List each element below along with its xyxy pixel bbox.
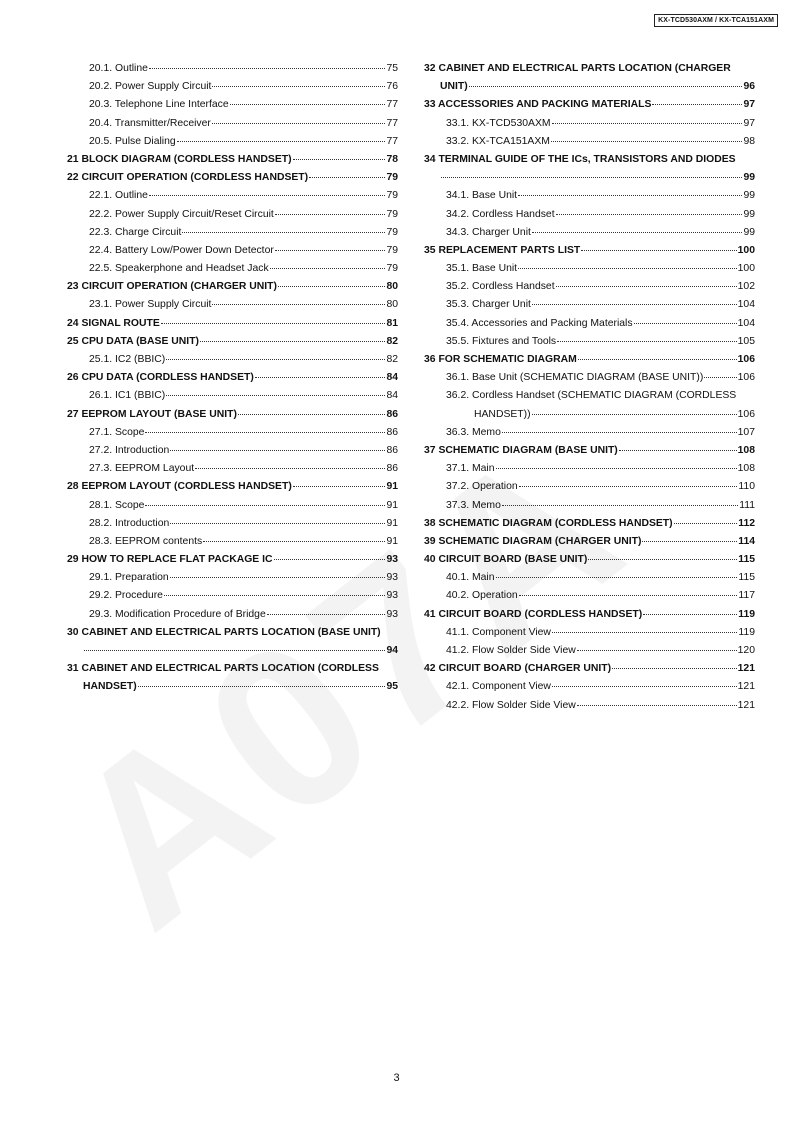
toc-entry[interactable] [67, 606, 398, 624]
toc-entry-page: 86 [386, 444, 398, 456]
toc-entry-title: 20.3. Telephone Line Interface [89, 99, 229, 111]
toc-entry-page: 84 [386, 372, 398, 384]
toc-entry-title: 36.3. Memo [446, 426, 501, 438]
toc-entry-title: 26 CPU DATA (CORDLESS HANDSET) [67, 372, 254, 384]
dot-leader [275, 250, 386, 251]
toc-entry-page: 80 [386, 281, 398, 293]
toc-entry-title: 41 CIRCUIT BOARD (CORDLESS HANDSET) [424, 608, 643, 620]
toc-entry-title: 22.3. Charge Circuit [89, 226, 182, 238]
toc-entry-page: 100 [737, 263, 755, 275]
toc-entry-title: 35 REPLACEMENT PARTS LIST [424, 244, 581, 256]
toc-entry-title: 26.1. IC1 (BBIC) [89, 390, 166, 402]
toc-entry-title: 36 FOR SCHEMATIC DIAGRAM [424, 354, 577, 365]
dot-leader [293, 486, 386, 487]
dot-leader [552, 686, 737, 687]
toc-entry-title: 41.1. Component View [446, 626, 551, 638]
toc-entry-page: 112 [738, 517, 755, 529]
toc-entry-title: 34.1. Base Unit [446, 190, 518, 202]
toc-entry-title: 37.3. Memo [446, 499, 501, 511]
dot-leader [161, 323, 386, 324]
dot-leader [577, 650, 737, 651]
toc-entry-title: UNIT) [440, 81, 468, 93]
dot-leader [270, 268, 386, 269]
toc-entry[interactable] [67, 460, 398, 478]
toc-entry[interactable] [67, 187, 398, 205]
toc-entry-title: 38 SCHEMATIC DIAGRAM (CORDLESS HANDSET) [424, 517, 673, 529]
toc-entry-page: 117 [738, 590, 755, 602]
toc-entry-page: 119 [738, 608, 755, 620]
toc-entry-page: 93 [386, 554, 398, 566]
toc-entry-page: 91 [386, 481, 398, 493]
toc-entry-title: 22 CIRCUIT OPERATION (CORDLESS HANDSET) [67, 172, 309, 184]
toc-entry-page: 79 [386, 190, 398, 202]
toc-entry-title: 40 CIRCUIT BOARD (BASE UNIT) [424, 554, 588, 566]
toc-entry[interactable] [67, 96, 398, 114]
toc-entry[interactable] [67, 369, 398, 387]
toc-entry[interactable] [424, 133, 755, 151]
dot-leader [145, 505, 385, 506]
toc-entry-page: 97 [743, 117, 755, 129]
dot-leader [145, 432, 385, 433]
toc-entry[interactable] [67, 206, 398, 224]
dot-leader [441, 177, 742, 178]
toc-entry-title: 24 SIGNAL ROUTE [67, 317, 160, 329]
toc-entry[interactable] [67, 387, 398, 405]
page-number: 3 [393, 1072, 400, 1084]
toc-entry[interactable] [424, 387, 755, 405]
toc-entry-page: 119 [738, 626, 755, 638]
dot-leader [170, 577, 386, 578]
dot-leader [496, 577, 738, 578]
toc-entry-title: 27.3. EEPROM Layout [89, 463, 195, 475]
toc-entry[interactable] [424, 624, 755, 642]
toc-entry[interactable] [424, 406, 755, 424]
dot-leader [518, 195, 742, 196]
toc-entry-title: 29.1. Preparation [89, 572, 169, 584]
toc-entry-page: 99 [743, 172, 755, 184]
toc-entry-page: 115 [738, 554, 755, 566]
toc-entry-page: 97 [743, 99, 755, 111]
dot-leader [642, 541, 737, 542]
toc-entry-title: 36.2. Cordless Handset (SCHEMATIC DIAGRAM (CORDLESS [446, 390, 737, 402]
toc-entry-page: 94 [386, 645, 398, 656]
toc-entry-page: 114 [738, 535, 755, 547]
toc-entry-title: 20.1. Outline [89, 63, 148, 74]
dot-leader [238, 414, 386, 415]
dot-leader [588, 559, 737, 560]
toc-entry-page: 76 [386, 81, 398, 93]
toc-entry[interactable] [67, 515, 398, 533]
toc-entry-page: 77 [386, 99, 398, 111]
toc-entry[interactable] [67, 442, 398, 460]
toc-entry[interactable] [424, 296, 755, 314]
toc-entry-page: 86 [386, 426, 398, 438]
toc-entry-title: 25.1. IC2 (BBIC) [89, 354, 166, 365]
toc-entry-page: 120 [737, 645, 755, 656]
toc-entry[interactable] [424, 497, 755, 515]
toc-entry[interactable] [67, 115, 398, 133]
toc-entry[interactable] [67, 242, 398, 260]
toc-entry-page: 98 [743, 135, 755, 147]
toc-entry-page: 81 [386, 317, 398, 329]
toc-entry-title: 35.1. Base Unit [446, 263, 518, 275]
toc-entry[interactable] [424, 642, 755, 660]
dot-leader [274, 559, 386, 560]
toc-entry[interactable] [67, 660, 398, 678]
toc-entry-page: 79 [386, 263, 398, 275]
toc-entry[interactable] [67, 296, 398, 314]
toc-entry-title: 42.2. Flow Solder Side View [446, 699, 576, 711]
dot-leader [170, 450, 385, 451]
toc-entry[interactable] [424, 587, 755, 605]
dot-leader [200, 341, 385, 342]
dot-leader [643, 614, 737, 615]
toc-entry-title: 22.4. Battery Low/Power Down Detector [89, 244, 274, 256]
toc-entry-page: 106 [737, 354, 755, 365]
toc-entry[interactable] [424, 224, 755, 242]
dot-leader [230, 104, 386, 105]
toc-entry-title: 27 EEPROM LAYOUT (BASE UNIT) [67, 408, 237, 420]
toc-entry-title: 23 CIRCUIT OPERATION (CHARGER UNIT) [67, 281, 277, 293]
toc-entry-page: 99 [743, 208, 755, 220]
toc-entry[interactable] [424, 551, 755, 569]
toc-entry-title: 35.2. Cordless Handset [446, 281, 555, 293]
toc-entry-title: 35.3. Charger Unit [446, 299, 531, 311]
toc-entry-page: 104 [737, 317, 755, 329]
dot-leader [267, 614, 386, 615]
dot-leader [652, 104, 742, 105]
toc-entry-title: 29 HOW TO REPLACE FLAT PACKAGE IC [67, 554, 273, 566]
toc-entry-title: 34 TERMINAL GUIDE OF THE ICs, TRANSISTORS AND DIODES [424, 153, 736, 165]
toc-entry-page: 105 [737, 335, 755, 347]
toc-entry-page: 93 [386, 590, 398, 602]
toc-entry-page: 106 [737, 372, 755, 384]
toc-entry[interactable] [67, 551, 398, 569]
toc-entry-page: 79 [386, 244, 398, 256]
dot-leader [518, 268, 737, 269]
toc-entry[interactable] [424, 206, 755, 224]
toc-entry-page: 91 [386, 535, 398, 547]
toc-entry-page: 93 [386, 572, 398, 584]
toc-entry-title: 20.2. Power Supply Circuit [89, 81, 212, 93]
toc-entry[interactable] [67, 278, 398, 296]
toc-entry[interactable] [424, 151, 755, 169]
toc-entry[interactable] [424, 460, 755, 478]
dot-leader [619, 450, 737, 451]
dot-leader [552, 123, 743, 124]
toc-entry-title: 22.1. Outline [89, 190, 148, 202]
toc-entry[interactable] [424, 424, 755, 442]
toc-entry-title: 35.5. Fixtures and Tools [446, 335, 557, 347]
dot-leader [704, 377, 736, 378]
dot-leader [469, 86, 743, 87]
toc-entry[interactable] [424, 606, 755, 624]
dot-leader [532, 232, 743, 233]
toc-entry-page: 100 [737, 244, 755, 256]
toc-entry-title: 37.2. Operation [446, 481, 518, 493]
model-number-label: KX-TCD530AXM / KX-TCA151AXM [654, 14, 778, 27]
dot-leader [309, 177, 385, 178]
toc-entry-title: 21 BLOCK DIAGRAM (CORDLESS HANDSET) [67, 153, 292, 165]
dot-leader [519, 486, 738, 487]
toc-entry-title: 37 SCHEMATIC DIAGRAM (BASE UNIT) [424, 444, 618, 456]
toc-entry[interactable] [424, 678, 755, 696]
dot-leader [177, 141, 386, 142]
toc-entry-title: 39 SCHEMATIC DIAGRAM (CHARGER UNIT) [424, 535, 642, 547]
dot-leader [556, 214, 743, 215]
toc-entry-title: 28.2. Introduction [89, 517, 170, 529]
toc-entry-page: 91 [386, 517, 398, 529]
toc-entry-title: 40.1. Main [446, 572, 495, 584]
toc-entry-page: 104 [737, 299, 755, 311]
dot-leader [149, 195, 386, 196]
toc-entry[interactable] [67, 478, 398, 496]
toc-entry[interactable] [67, 224, 398, 242]
toc-column-right [424, 60, 755, 715]
toc-entry-title: 30 CABINET AND ELECTRICAL PARTS LOCATION (BASE UNIT) [67, 626, 381, 638]
toc-entry-title: 31 CABINET AND ELECTRICAL PARTS LOCATION (CORDLESS [67, 663, 379, 675]
dot-leader [496, 468, 737, 469]
toc-entry[interactable] [67, 169, 398, 187]
toc-entry[interactable] [424, 60, 755, 78]
dot-leader [557, 341, 737, 342]
dot-leader [212, 304, 385, 305]
toc-entry-page: 82 [386, 335, 398, 347]
toc-entry-title: 27.1. Scope [89, 426, 145, 438]
dot-leader [182, 232, 385, 233]
toc-entry[interactable] [424, 442, 755, 460]
toc-entry-page: 82 [386, 354, 398, 365]
toc-entry-title: 27.2. Introduction [89, 444, 170, 456]
dot-leader [84, 650, 385, 651]
toc-entry-page: 108 [737, 444, 755, 456]
toc-entry[interactable] [67, 678, 398, 696]
dot-leader [674, 523, 738, 524]
toc-entry-page: 121 [737, 663, 755, 675]
toc-entry-title: 29.3. Modification Procedure of Bridge [89, 608, 266, 620]
toc-entry-page: 102 [737, 281, 755, 293]
toc-entry[interactable] [424, 660, 755, 678]
toc-entry[interactable] [424, 115, 755, 133]
dot-leader [195, 468, 385, 469]
dot-leader [212, 86, 385, 87]
dot-leader [578, 359, 737, 360]
toc-entry-page: 77 [386, 135, 398, 147]
toc-entry-title: 35.4. Accessories and Packing Materials [446, 317, 633, 329]
toc-entry-title: 42 CIRCUIT BOARD (CHARGER UNIT) [424, 663, 612, 675]
toc-entry[interactable] [67, 533, 398, 551]
toc-entry[interactable] [67, 642, 398, 660]
dot-leader [275, 214, 386, 215]
toc-entry[interactable] [67, 78, 398, 96]
toc-entry[interactable] [67, 151, 398, 169]
dot-leader [532, 304, 737, 305]
toc-entry-title: 22.5. Speakerphone and Headset Jack [89, 263, 269, 275]
toc-entry-page: 96 [743, 81, 755, 93]
toc-entry[interactable] [424, 569, 755, 587]
toc-entry-title: 33.2. KX-TCA151AXM [446, 135, 550, 147]
dot-leader [577, 705, 737, 706]
toc-entry-title: 28.1. Scope [89, 499, 145, 511]
toc-entry-page: 91 [386, 499, 398, 511]
dot-leader [278, 286, 386, 287]
toc-entry-title: 20.5. Pulse Dialing [89, 135, 176, 147]
toc-entry[interactable] [67, 406, 398, 424]
toc-column-left [67, 60, 398, 697]
toc-entry-page: 115 [738, 572, 755, 584]
toc-entry[interactable] [424, 697, 755, 715]
dot-leader [532, 414, 737, 415]
toc-entry[interactable] [424, 187, 755, 205]
dot-leader [164, 595, 386, 596]
toc-entry[interactable] [424, 478, 755, 496]
toc-entry-title: 41.2. Flow Solder Side View [446, 645, 576, 656]
dot-leader [612, 668, 737, 669]
dot-leader [166, 395, 385, 396]
toc-entry[interactable] [424, 96, 755, 114]
toc-entry[interactable] [424, 315, 755, 333]
toc-entry[interactable] [424, 169, 755, 187]
dot-leader [203, 541, 385, 542]
toc-entry-title: HANDSET) [83, 681, 137, 693]
toc-entry-page: 121 [737, 681, 755, 693]
dot-leader [170, 523, 385, 524]
toc-entry[interactable] [67, 624, 398, 642]
toc-entry-title: 22.2. Power Supply Circuit/Reset Circuit [89, 208, 274, 220]
dot-leader [552, 632, 737, 633]
toc-entry[interactable] [424, 515, 755, 533]
toc-entry[interactable] [67, 351, 398, 369]
toc-entry-title: 29.2. Procedure [89, 590, 163, 602]
toc-entry-title: 37.1. Main [446, 463, 495, 475]
toc-entry-title: 20.4. Transmitter/Receiver [89, 117, 211, 129]
toc-entry-title: 23.1. Power Supply Circuit [89, 299, 212, 311]
dot-leader [519, 595, 738, 596]
dot-leader [634, 323, 737, 324]
dot-leader [502, 432, 737, 433]
toc-entry-page: 86 [386, 463, 398, 475]
toc-entry[interactable] [424, 260, 755, 278]
dot-leader [212, 123, 386, 124]
dot-leader [293, 159, 386, 160]
toc-entry-page: 77 [386, 117, 398, 129]
dot-leader [138, 686, 386, 687]
toc-entry-title: 33 ACCESSORIES AND PACKING MATERIALS [424, 99, 652, 111]
toc-entry[interactable] [67, 587, 398, 605]
dot-leader [255, 377, 386, 378]
dot-leader [551, 141, 742, 142]
toc-entry-page: 107 [737, 426, 755, 438]
toc-entry-title: 28 EEPROM LAYOUT (CORDLESS HANDSET) [67, 481, 292, 493]
toc-entry-page: 79 [386, 226, 398, 238]
toc-entry[interactable] [424, 278, 755, 296]
toc-entry-page: 110 [738, 481, 755, 493]
toc-entry-title: 40.2. Operation [446, 590, 518, 602]
toc-entry-page: 84 [386, 390, 398, 402]
toc-entry-page: 80 [386, 299, 398, 311]
toc-entry[interactable] [67, 60, 398, 78]
toc-entry[interactable] [424, 351, 755, 369]
toc-entry-page: 86 [386, 408, 398, 420]
toc-entry-title: 34.3. Charger Unit [446, 226, 531, 238]
toc-entry-title: 32 CABINET AND ELECTRICAL PARTS LOCATION (CHARGER [424, 63, 731, 74]
toc-entry-title: 28.3. EEPROM contents [89, 535, 203, 547]
toc-entry[interactable] [424, 333, 755, 351]
toc-entry-page: 99 [743, 190, 755, 202]
toc-entry-page: 108 [737, 463, 755, 475]
toc-entry-title: 25 CPU DATA (BASE UNIT) [67, 335, 200, 347]
dot-leader [556, 286, 737, 287]
dot-leader [581, 250, 736, 251]
toc-entry[interactable] [67, 260, 398, 278]
toc-entry-title: 36.1. Base Unit (SCHEMATIC DIAGRAM (BASE UNIT)) [446, 372, 704, 384]
toc-entry-page: 106 [737, 408, 755, 420]
toc-entry-title: 34.2. Cordless Handset [446, 208, 555, 220]
toc-entry[interactable] [67, 424, 398, 442]
toc-entry-page: 95 [386, 681, 398, 693]
toc-entry[interactable] [424, 369, 755, 387]
toc-entry[interactable] [67, 333, 398, 351]
dot-leader [149, 68, 386, 69]
toc-entry-page: 99 [743, 226, 755, 238]
toc-entry-page: 79 [386, 208, 398, 220]
dot-leader [502, 505, 738, 506]
toc-entry-page: 75 [386, 63, 398, 74]
toc-entry[interactable] [67, 497, 398, 515]
toc-entry[interactable] [67, 569, 398, 587]
toc-entry-title: HANDSET)) [474, 408, 531, 420]
toc-entry-page: 93 [386, 608, 398, 620]
toc-entry-title: 33.1. KX-TCD530AXM [446, 117, 551, 129]
toc-entry[interactable] [424, 533, 755, 551]
toc-entry[interactable] [67, 315, 398, 333]
toc-entry[interactable] [424, 78, 755, 96]
toc-entry-page: 78 [386, 153, 398, 165]
toc-entry-page: 79 [386, 172, 398, 184]
toc-entry-page: 121 [737, 699, 755, 711]
toc-entry[interactable] [424, 242, 755, 260]
dot-leader [166, 359, 385, 360]
toc-entry-page: 111 [739, 499, 755, 511]
toc-entry[interactable] [67, 133, 398, 151]
toc-entry-title: 42.1. Component View [446, 681, 551, 693]
